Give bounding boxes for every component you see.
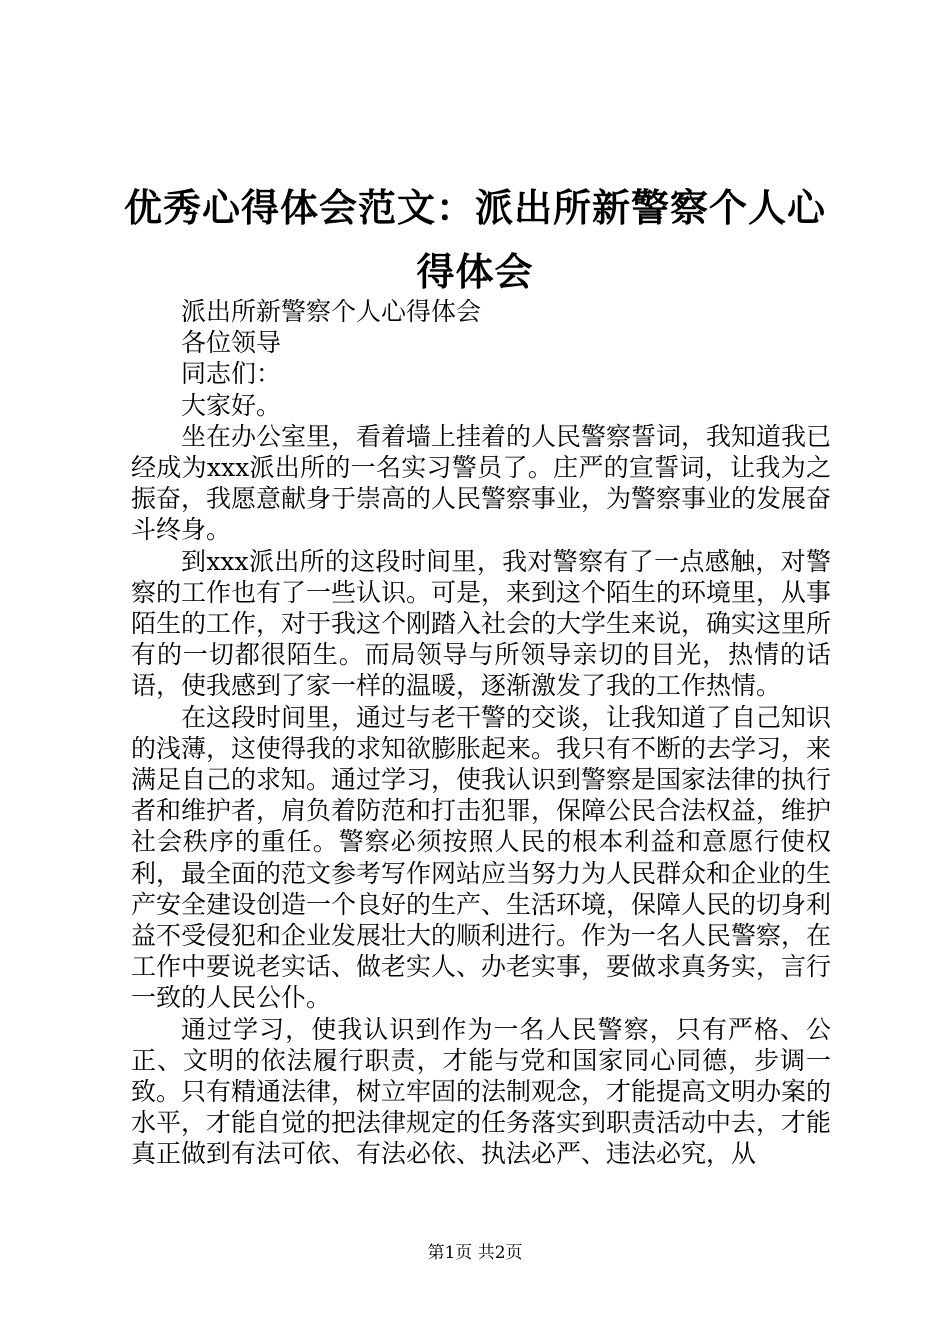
paragraph-body-2: 到xxx派出所的这段时间里，我对警察有了一点感触，对警察的工作也有了一些认识。可是，来到这个陌生的环境里，从事陌生的工作，对于我这个刚踏入社会的大学生来说，确实这里所有的一切都很陌生。而局领导与所领导亲切的目光，热情的话语，使我感到了家一样的温暖，逐渐激发了我的工作热情。 (131, 546, 832, 701)
page-number-footer: 第1页 共2页 (427, 1243, 523, 1263)
paragraph-body-4: 通过学习，使我认识到作为一名人民警察，只有严格、公正、文明的依法履行职责，才能与党和国家同心同德，步调一致。只有精通法律，树立牢固的法制观念，才能提高文明办案的水平，才能自觉的把法律规定的任务落实到职责活动中去，才能真正做到有法可依、有法必依、执法必严、违法必究，从 (131, 1014, 832, 1169)
paragraph-body-1: 坐在办公室里，看着墙上挂着的人民警察誓词，我知道我已经成为xxx派出所的一名实习警员了。庄严的宣誓词，让我为之振奋，我愿意献身于崇高的人民警察事业，为警察事业的发展奋斗终身。 (131, 421, 832, 545)
paragraph-salutation-leaders: 各位领导 (181, 328, 282, 358)
paragraph-greeting: 大家好。 (181, 390, 282, 420)
document-body (131, 296, 831, 1170)
paragraph-salutation-comrades: 同志们： (181, 359, 282, 389)
document-title: 优秀心得体会范文：派出所新警察个人心得体会 (123, 185, 826, 294)
paragraph-body-3: 在这段时间里，通过与老干警的交谈，让我知道了自己知识的浅薄，这使得我的求知欲膨胀起来。我只有不断的去学习，来满足自己的求知。通过学习，使我认识到警察是国家法律的执行者和维护者，肩负着防范和打击犯罪，保障公民合法权益，维护社会秩序的重任。警察必须按照人民的根本利益和意愿行使权利，最全面的范文参考写作网站应当努力为人民群众和企业的生产安全建设创造一个良好的生产、生活环境，保障人民的切身利益不受侵犯和企业发展壮大的顺利进行。作为一名人民警察，在工作中要说老实话、做老实人、办老实事，要做求真务实，言行一致的人民公仆。 (131, 702, 832, 1013)
paragraph-subtitle: 派出所新警察个人心得体会 (181, 297, 482, 326)
